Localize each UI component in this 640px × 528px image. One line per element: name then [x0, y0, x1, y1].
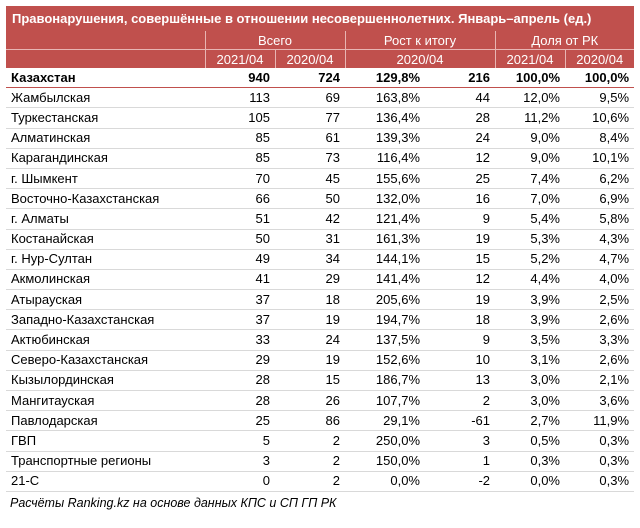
value-cell: 137,5%: [345, 330, 425, 350]
value-cell: 2,7%: [495, 411, 565, 431]
value-cell: 3,1%: [495, 350, 565, 370]
value-cell: 113: [205, 88, 275, 108]
value-cell: 100,0%: [495, 68, 565, 88]
value-cell: 3,9%: [495, 310, 565, 330]
value-cell: 0: [205, 471, 275, 491]
value-cell: 3: [425, 431, 495, 451]
region-name-cell: Атырауская: [6, 290, 205, 310]
table-row: [6, 431, 634, 451]
header-period-2020: 2020/04: [275, 50, 345, 69]
table-row: [6, 209, 634, 229]
value-cell: 2: [275, 431, 345, 451]
value-cell: 85: [205, 128, 275, 148]
value-cell: 0,0%: [495, 471, 565, 491]
value-cell: 51: [205, 209, 275, 229]
value-cell: 186,7%: [345, 370, 425, 390]
table-row: [6, 411, 634, 431]
value-cell: 77: [275, 108, 345, 128]
value-cell: 16: [425, 189, 495, 209]
value-cell: 12,0%: [495, 88, 565, 108]
value-cell: 139,3%: [345, 128, 425, 148]
value-cell: 121,4%: [345, 209, 425, 229]
value-cell: 3: [205, 451, 275, 471]
region-name-cell: Алматинская: [6, 128, 205, 148]
table-row: [6, 88, 634, 108]
region-name-cell: Казахстан: [6, 68, 205, 88]
header-period-share-2020: 2020/04: [565, 50, 634, 69]
value-cell: 42: [275, 209, 345, 229]
value-cell: 29: [205, 350, 275, 370]
value-cell: 1: [425, 451, 495, 471]
value-cell: 150,0%: [345, 451, 425, 471]
region-name-cell: Северо-Казахстанская: [6, 350, 205, 370]
header-row-periods: [6, 50, 634, 69]
value-cell: 250,0%: [345, 431, 425, 451]
value-cell: 216: [425, 68, 495, 88]
value-cell: 107,7%: [345, 391, 425, 411]
value-cell: 0,3%: [565, 471, 634, 491]
region-name-cell: Карагандинская: [6, 148, 205, 168]
value-cell: 85: [205, 148, 275, 168]
value-cell: 33: [205, 330, 275, 350]
table-row: [6, 471, 634, 491]
value-cell: 73: [275, 148, 345, 168]
region-name-cell: 21-С: [6, 471, 205, 491]
value-cell: 86: [275, 411, 345, 431]
value-cell: 9,5%: [565, 88, 634, 108]
value-cell: 152,6%: [345, 350, 425, 370]
value-cell: 2,6%: [565, 310, 634, 330]
value-cell: 2: [275, 451, 345, 471]
value-cell: 24: [425, 128, 495, 148]
table-row: [6, 310, 634, 330]
table-row: [6, 451, 634, 471]
header-blank-2: [6, 50, 205, 69]
value-cell: 940: [205, 68, 275, 88]
value-cell: 9: [425, 209, 495, 229]
table-row: [6, 128, 634, 148]
region-name-cell: Западно-Казахстанская: [6, 310, 205, 330]
value-cell: 12: [425, 269, 495, 289]
value-cell: 19: [425, 229, 495, 249]
table-row: [6, 370, 634, 390]
value-cell: 15: [275, 370, 345, 390]
value-cell: 155,6%: [345, 168, 425, 188]
value-cell: 10,6%: [565, 108, 634, 128]
value-cell: 28: [425, 108, 495, 128]
value-cell: 132,0%: [345, 189, 425, 209]
header-period-growth: 2020/04: [345, 50, 495, 69]
table-row: [6, 108, 634, 128]
value-cell: 49: [205, 249, 275, 269]
table-row: [6, 189, 634, 209]
value-cell: 15: [425, 249, 495, 269]
table-row: [6, 249, 634, 269]
value-cell: 37: [205, 290, 275, 310]
table-row: [6, 168, 634, 188]
value-cell: 9: [425, 330, 495, 350]
header-group-growth: Рост к итогу: [345, 31, 495, 50]
value-cell: 19: [425, 290, 495, 310]
value-cell: 0,3%: [495, 451, 565, 471]
value-cell: 8,4%: [565, 128, 634, 148]
value-cell: 66: [205, 189, 275, 209]
region-name-cell: Транспортные регионы: [6, 451, 205, 471]
header-period-share-2021: 2021/04: [495, 50, 565, 69]
value-cell: 31: [275, 229, 345, 249]
region-name-cell: Кызылординская: [6, 370, 205, 390]
value-cell: 3,6%: [565, 391, 634, 411]
region-name-cell: г. Нур-Султан: [6, 249, 205, 269]
value-cell: 0,0%: [345, 471, 425, 491]
value-cell: 6,2%: [565, 168, 634, 188]
table-row: [6, 391, 634, 411]
value-cell: 4,3%: [565, 229, 634, 249]
table-row: [6, 269, 634, 289]
value-cell: 29,1%: [345, 411, 425, 431]
value-cell: 41: [205, 269, 275, 289]
region-name-cell: Павлодарская: [6, 411, 205, 431]
header-period-2021: 2021/04: [205, 50, 275, 69]
value-cell: 3,0%: [495, 391, 565, 411]
value-cell: 4,7%: [565, 249, 634, 269]
value-cell: 0,3%: [565, 431, 634, 451]
value-cell: 45: [275, 168, 345, 188]
value-cell: 50: [205, 229, 275, 249]
value-cell: 141,4%: [345, 269, 425, 289]
value-cell: 100,0%: [565, 68, 634, 88]
value-cell: 19: [275, 350, 345, 370]
value-cell: 5: [205, 431, 275, 451]
value-cell: 105: [205, 108, 275, 128]
value-cell: 2: [275, 471, 345, 491]
offenses-table: [6, 31, 634, 492]
value-cell: 11,2%: [495, 108, 565, 128]
value-cell: 18: [275, 290, 345, 310]
value-cell: 11,9%: [565, 411, 634, 431]
table-body: [6, 68, 634, 491]
value-cell: 2: [425, 391, 495, 411]
table-row: [6, 148, 634, 168]
value-cell: 163,8%: [345, 88, 425, 108]
value-cell: 161,3%: [345, 229, 425, 249]
table-row: [6, 229, 634, 249]
value-cell: 194,7%: [345, 310, 425, 330]
value-cell: 0,5%: [495, 431, 565, 451]
value-cell: 10,1%: [565, 148, 634, 168]
value-cell: 5,8%: [565, 209, 634, 229]
value-cell: 144,1%: [345, 249, 425, 269]
source-note: Расчёты Ranking.kz на основе данных КПС и СП ГП РК: [10, 495, 337, 510]
value-cell: 3,9%: [495, 290, 565, 310]
value-cell: -2: [425, 471, 495, 491]
region-name-cell: ГВП: [6, 431, 205, 451]
value-cell: 129,8%: [345, 68, 425, 88]
header-blank: [6, 31, 205, 50]
value-cell: 12: [425, 148, 495, 168]
table-title: Правонарушения, совершённые в отношении несовершеннолетних. Январь–апрель (ед.): [6, 6, 634, 31]
value-cell: -61: [425, 411, 495, 431]
region-name-cell: Актюбинская: [6, 330, 205, 350]
header-group-share: Доля от РК: [495, 31, 634, 50]
region-name-cell: Жамбылская: [6, 88, 205, 108]
value-cell: 136,4%: [345, 108, 425, 128]
value-cell: 9,0%: [495, 128, 565, 148]
value-cell: 4,4%: [495, 269, 565, 289]
value-cell: 724: [275, 68, 345, 88]
header-row-groups: [6, 31, 634, 50]
region-name-cell: Костанайская: [6, 229, 205, 249]
value-cell: 4,0%: [565, 269, 634, 289]
region-name-cell: Туркестанская: [6, 108, 205, 128]
table-row: [6, 330, 634, 350]
region-name-cell: Акмолинская: [6, 269, 205, 289]
value-cell: 25: [205, 411, 275, 431]
value-cell: 2,1%: [565, 370, 634, 390]
value-cell: 2,6%: [565, 350, 634, 370]
value-cell: 6,9%: [565, 189, 634, 209]
value-cell: 34: [275, 249, 345, 269]
table-row: [6, 350, 634, 370]
header-group-total: Всего: [205, 31, 345, 50]
value-cell: 61: [275, 128, 345, 148]
value-cell: 18: [425, 310, 495, 330]
value-cell: 28: [205, 370, 275, 390]
value-cell: 5,2%: [495, 249, 565, 269]
value-cell: 37: [205, 310, 275, 330]
value-cell: 116,4%: [345, 148, 425, 168]
value-cell: 13: [425, 370, 495, 390]
region-name-cell: г. Шымкент: [6, 168, 205, 188]
value-cell: 3,3%: [565, 330, 634, 350]
value-cell: 70: [205, 168, 275, 188]
value-cell: 24: [275, 330, 345, 350]
value-cell: 69: [275, 88, 345, 108]
value-cell: 205,6%: [345, 290, 425, 310]
value-cell: 3,5%: [495, 330, 565, 350]
table-row-total: [6, 68, 634, 88]
region-name-cell: г. Алматы: [6, 209, 205, 229]
region-name-cell: Восточно-Казахстанская: [6, 189, 205, 209]
value-cell: 44: [425, 88, 495, 108]
value-cell: 26: [275, 391, 345, 411]
value-cell: 28: [205, 391, 275, 411]
value-cell: 7,0%: [495, 189, 565, 209]
value-cell: 10: [425, 350, 495, 370]
table-row: [6, 290, 634, 310]
value-cell: 50: [275, 189, 345, 209]
value-cell: 5,3%: [495, 229, 565, 249]
value-cell: 5,4%: [495, 209, 565, 229]
value-cell: 7,4%: [495, 168, 565, 188]
region-name-cell: Мангитауская: [6, 391, 205, 411]
value-cell: 25: [425, 168, 495, 188]
value-cell: 29: [275, 269, 345, 289]
value-cell: 3,0%: [495, 370, 565, 390]
value-cell: 9,0%: [495, 148, 565, 168]
value-cell: 2,5%: [565, 290, 634, 310]
value-cell: 19: [275, 310, 345, 330]
value-cell: 0,3%: [565, 451, 634, 471]
